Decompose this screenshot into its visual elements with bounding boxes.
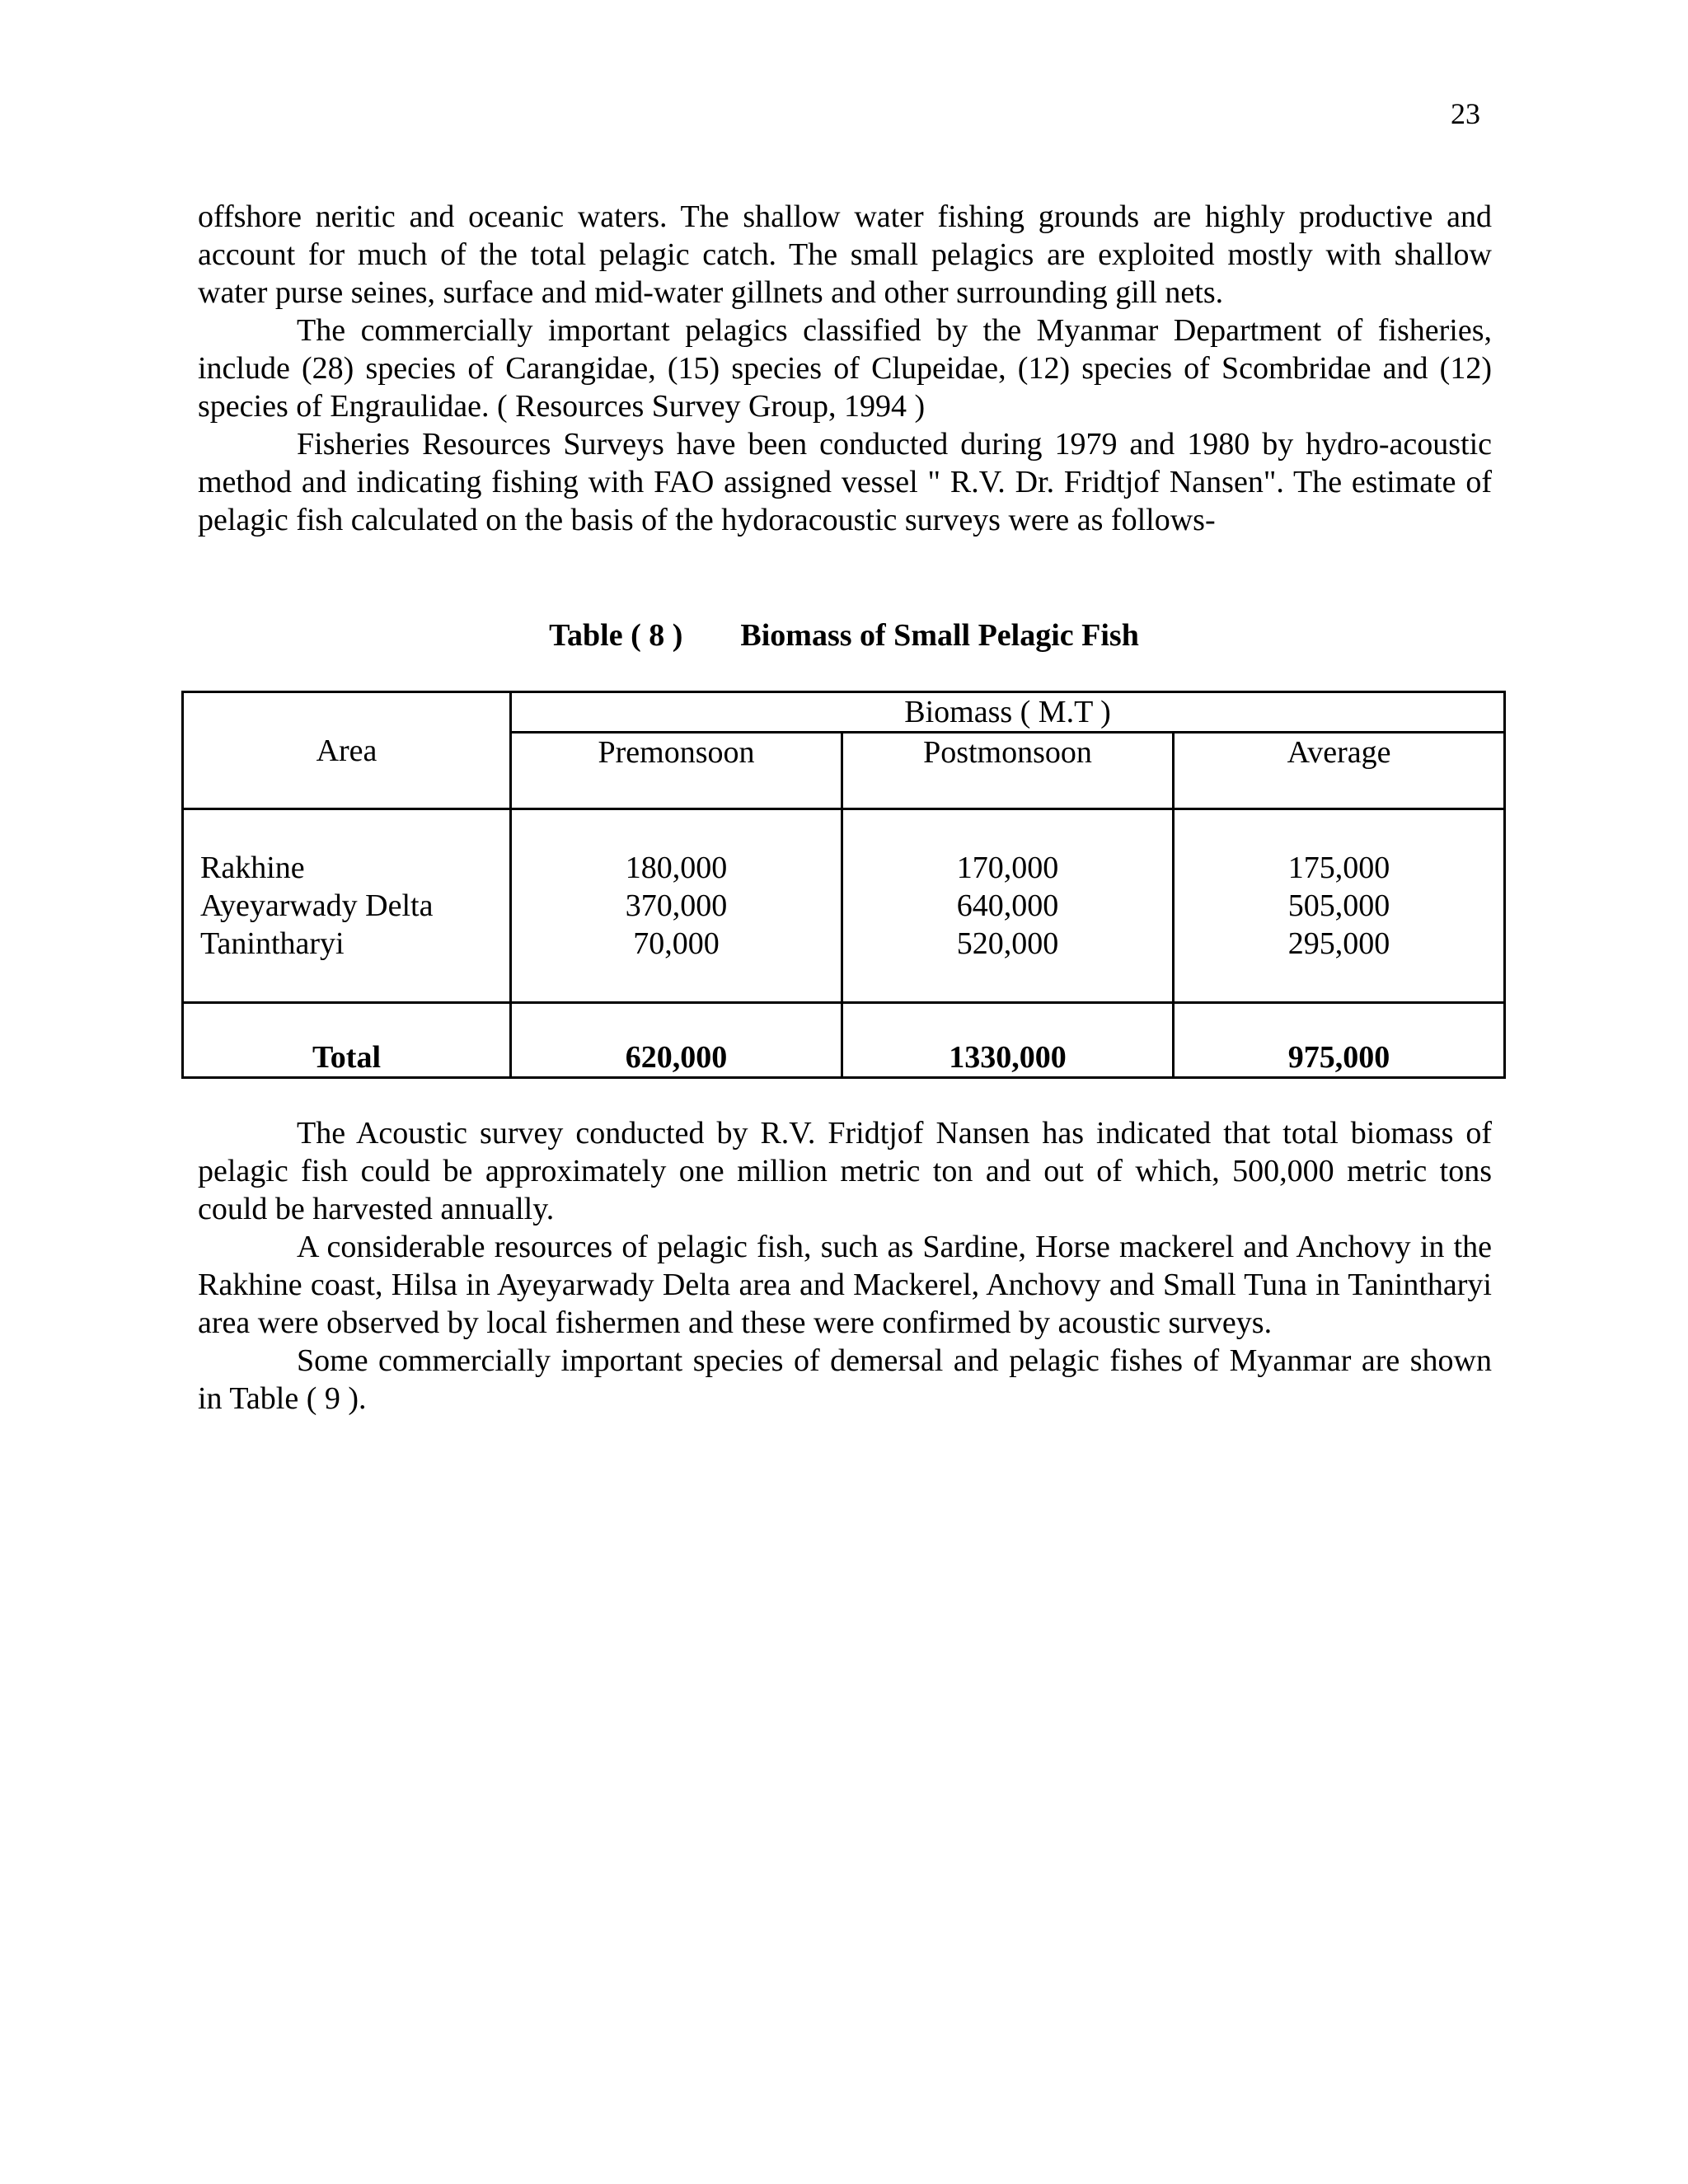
intro-paragraph-2: The commercially important pelagics classified by the Myanmar Department of fisheries, include (28) species of Carangidae, (15) species of Clupeidae, (12) species of Scombridae and (12) species of Engraulidae. ( Resources Survey Group, 1994 ) [198,313,1492,424]
total-label: Total [183,1003,511,1078]
closing-paragraph-1: The Acoustic survey conducted by R.V. Fridtjof Nansen has indicated that total biomass of pelagic fish could be approximately one million metric ton and out of which, 500,000 metric tons could be harvested annually. [198,1116,1492,1226]
total-premonsoon: 620,000 [511,1003,842,1078]
premonsoon-value: 180,000 [625,851,728,885]
area-cell [183,809,511,1003]
average-header: Average [1174,733,1505,809]
table-caption-label: Table ( 8 ) [549,618,683,653]
average-value: 175,000 [1287,851,1390,885]
area-name: Tanintharyi [200,926,345,961]
intro-paragraph-3: Fisheries Resources Surveys have been conducted during 1979 and 1980 by hydro-acoustic method and indicating fishing with FAO assigned vessel " R.V. Dr. Fridtjof Nansen". The estimate of pelagic fish calculated on the basis of the hydoracoustic surveys were as follows- [198,427,1492,537]
biomass-group-header: Biomass ( M.T ) [511,692,1505,733]
closing-paragraph-2: A considerable resources of pelagic fish, such as Sardine, Horse mackerel and Anchovy in the Rakhine coast, Hilsa in Ayeyarwady Delta area and Mackerel, Anchovy and Small Tuna in Tanintharyi area were observed by local fishermen and these were confirmed by acoustic surveys. [198,1230,1492,1340]
postmonsoon-cell [842,809,1174,1003]
postmonsoon-header: Postmonsoon [842,733,1174,809]
postmonsoon-value: 520,000 [956,926,1059,961]
postmonsoon-value: 640,000 [956,888,1059,923]
premonsoon-value: 70,000 [633,926,720,961]
premonsoon-value: 370,000 [625,888,728,923]
table-header-row-1 [183,692,1505,733]
closing-paragraph-3: Some commercially important species of demersal and pelagic fishes of Myanmar are shown in Table ( 9 ). [198,1343,1492,1416]
average-cell [1174,809,1505,1003]
intro-text [198,198,1492,539]
average-value: 295,000 [1287,926,1390,961]
average-value: 505,000 [1287,888,1390,923]
table-total-row [183,1003,1505,1078]
postmonsoon-value: 170,000 [956,851,1059,885]
table-body-row [183,809,1505,1003]
premonsoon-cell [511,809,842,1003]
table-caption-title: Biomass of Small Pelagic Fish [740,618,1139,653]
premonsoon-header: Premonsoon [511,733,842,809]
area-header: Area [183,692,511,809]
area-name: Rakhine [200,851,305,885]
total-average: 975,000 [1174,1003,1505,1078]
area-name: Ayeyarwady Delta [200,888,434,923]
table-caption [0,616,1688,654]
intro-paragraph-1: offshore neritic and oceanic waters. The shallow water fishing grounds are highly productive and account for much of the total pelagic catch. The small pelagics are exploited mostly with shallow water purse seines, surface and mid-water gillnets and other surrounding gill nets. [198,199,1492,310]
closing-text [198,1114,1492,1418]
page-number: 23 [1451,97,1480,130]
total-postmonsoon: 1330,000 [842,1003,1174,1078]
biomass-table [181,691,1506,1079]
